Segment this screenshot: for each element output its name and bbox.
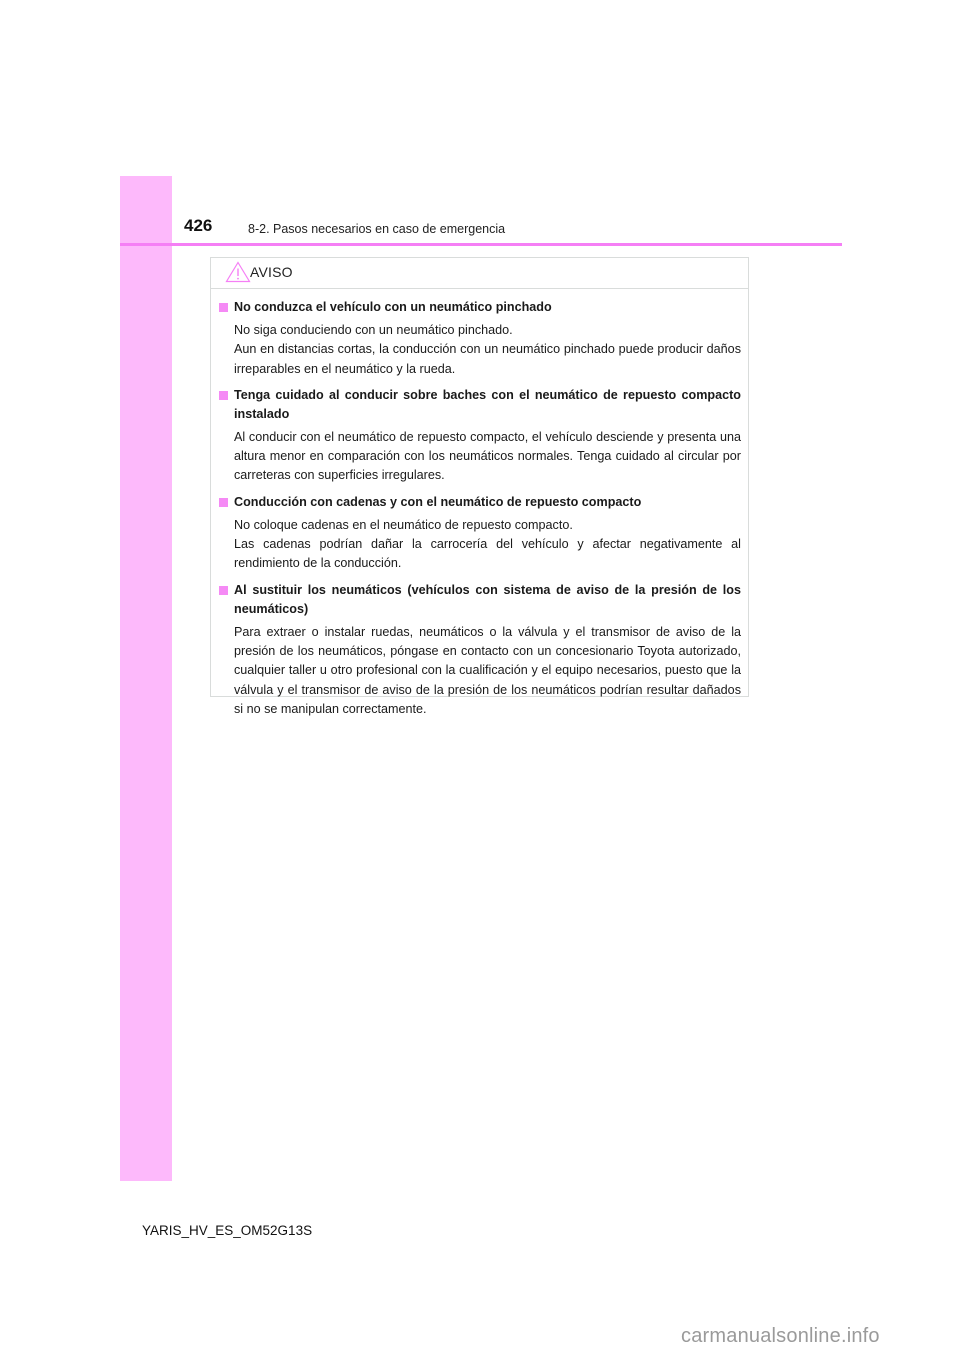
square-bullet-icon (219, 303, 228, 312)
warning-box (210, 257, 749, 716)
warning-label: AVISO (250, 264, 293, 280)
chapter-side-tab (120, 176, 172, 1181)
warning-item-title: No conduzca el vehículo con un neumático pinchado (218, 298, 741, 317)
square-bullet-icon (219, 498, 228, 507)
warning-item-title: Al sustituir los neumáticos (vehículos con sistema de aviso de la presión de los neumáticos) (218, 581, 741, 619)
section-title: 8-2. Pasos necesarios en caso de emergencia (248, 222, 506, 236)
header-divider (120, 243, 842, 246)
warning-item (218, 493, 741, 574)
warning-body (211, 289, 748, 719)
document-code: YARIS_HV_ES_OM52G13S (142, 1223, 313, 1238)
warning-item-text: Para extraer o instalar ruedas, neumáticos o la válvula y el transmisor de aviso de la presión de los neumáticos, póngase en contacto con un concesionario Toyota autorizado, cualquier taller u otro profesional con la cualificación y el equipo necesarios, puesto que la válvula y el transmisor de aviso de la presión de los neumáticos podrían resultar dañados si no se manipulan correctamente. (234, 624, 741, 716)
watermark-link[interactable]: carmanualsonline.info (681, 1325, 880, 1347)
warning-item-title: Conducción con cadenas y con el neumático de repuesto compacto (218, 493, 741, 512)
warning-item-title: Tenga cuidado al conducir sobre baches con el neumático de repuesto compacto instalado (218, 386, 741, 424)
page-number: 426 (184, 216, 213, 235)
square-bullet-icon (219, 586, 228, 595)
warning-item (218, 581, 741, 719)
warning-item (218, 386, 741, 486)
warning-item-text: No coloque cadenas en el neumático de repuesto compacto. Las cadenas podrían dañar la carrocería del vehículo y afectar negativamente al rendimiento de la conducción. (234, 517, 741, 571)
warning-item-text: No siga conduciendo con un neumático pinchado. Aun en distancias cortas, la conducción con un neumático pinchado puede producir daños irreparables en el neumático y la rueda. (234, 323, 741, 376)
warning-header (211, 258, 748, 289)
warning-item-text: Al conducir con el neumático de repuesto compacto, el vehículo desciende y presenta una altura menor en comparación con los neumáticos normales. Tenga cuidado al circular por carreteras con superficies irregulares. (234, 429, 741, 483)
warning-triangle-icon (225, 261, 251, 283)
square-bullet-icon (219, 391, 228, 400)
warning-item (218, 298, 741, 379)
